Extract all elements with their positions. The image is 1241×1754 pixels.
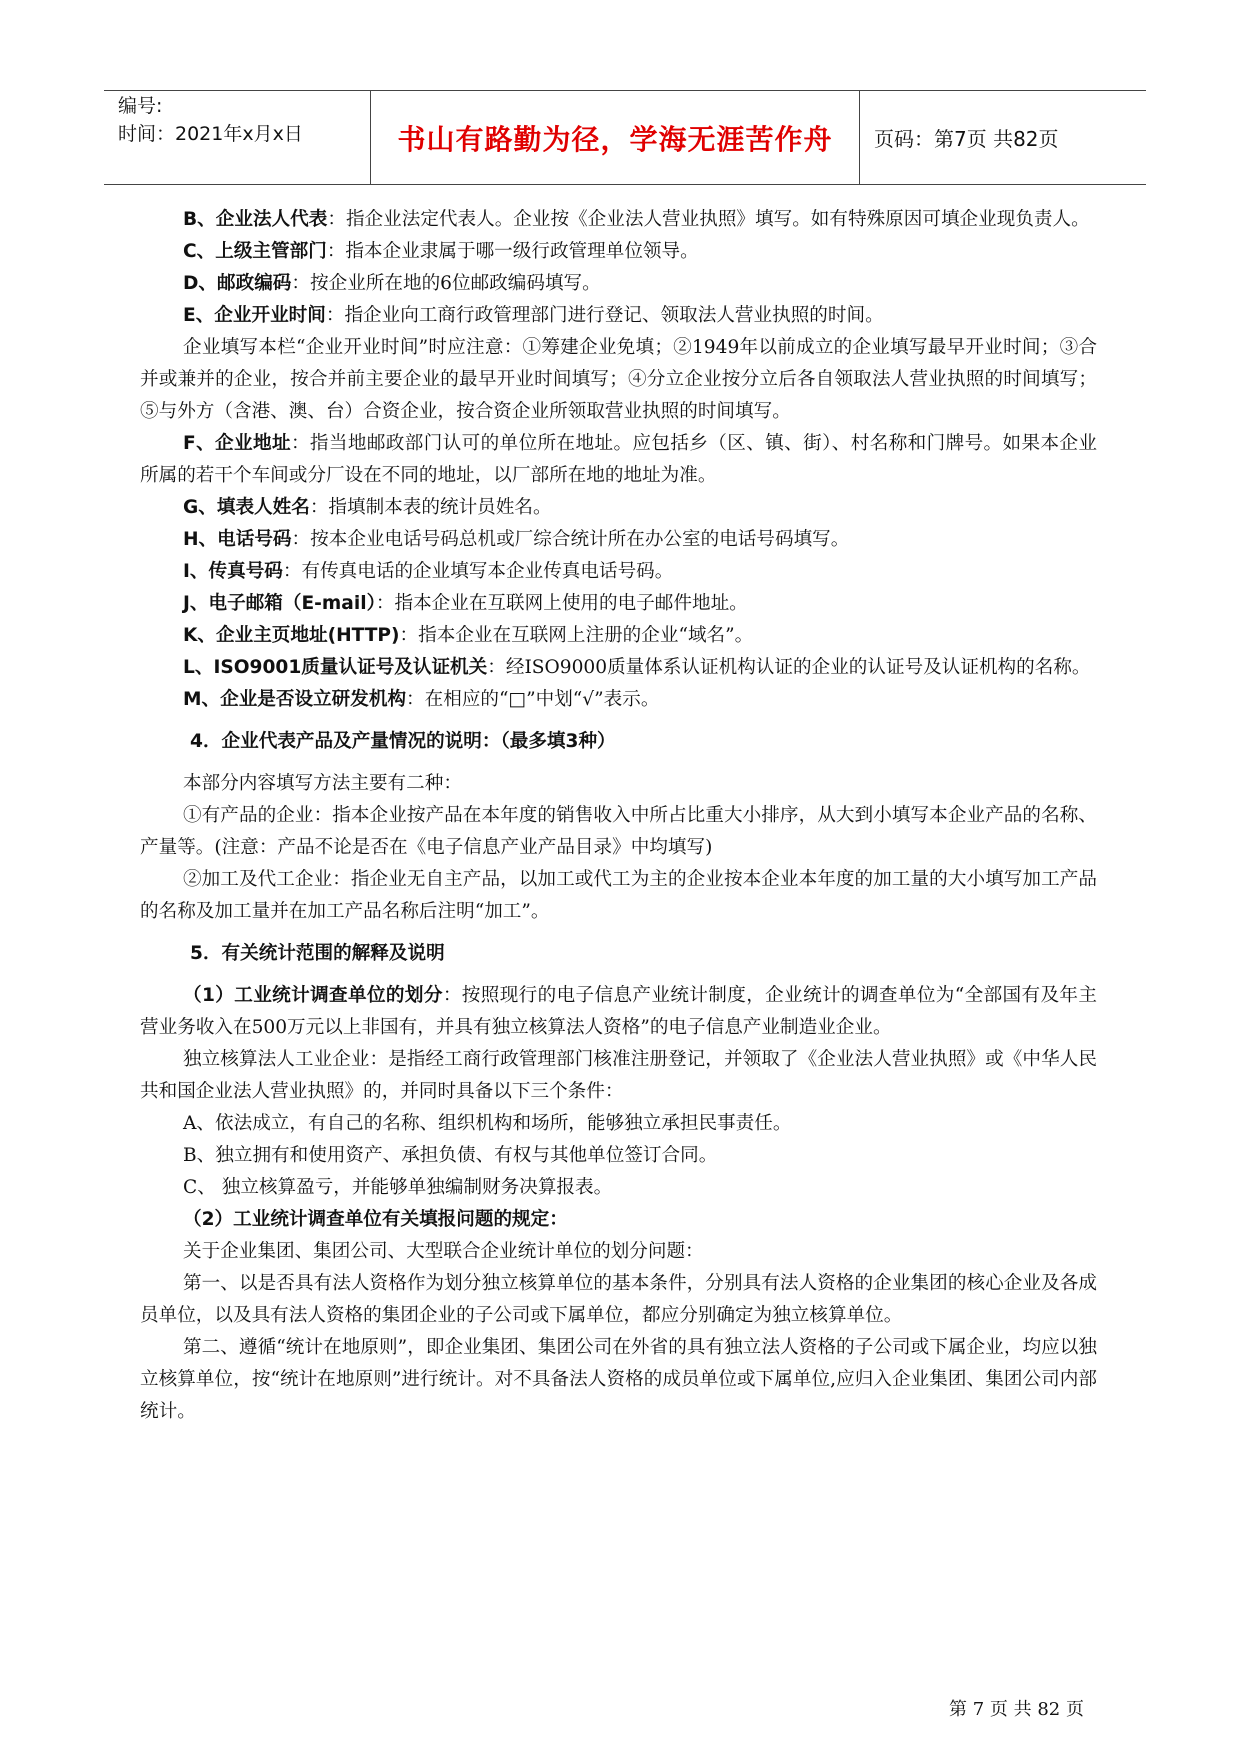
term: G、填表人姓名: [183, 497, 310, 518]
term: L、ISO9001质量认证号及认证机关: [183, 657, 488, 678]
term: F、企业地址: [183, 433, 291, 454]
term: I、传真号码: [183, 561, 283, 582]
text: ：经ISO9000质量体系认证机构认证的企业的认证号及认证机构的名称。: [487, 657, 1091, 678]
para-e-note: 企业填写本栏“企业开业时间”时应注意：①筹建企业免填；②1949年以前成立的企业填写最早开业时间；③合并或兼并的企业，按合并前主要企业的最早开业时间填写；④分立企业按分立后各自领取法人营业执照的时间填写；⑤与外方（含港、澳、台）合资企业，按合资企业所领取营业执照的时间填写。: [140, 337, 1097, 422]
term: K、企业主页地址(HTTP): [183, 625, 400, 646]
para-d: [140, 268, 1097, 300]
page-footer: 第 7 页 共 82 页: [949, 1699, 1084, 1720]
text: ：指本企业隶属于哪一级行政管理单位领导。: [326, 241, 699, 262]
section-4-intro: 本部分内容填写方法主要有二种：: [183, 773, 462, 794]
term: E、企业开业时间: [183, 305, 326, 326]
para-j: [140, 588, 1097, 620]
page-header: [104, 90, 1146, 185]
para-k: [140, 620, 1097, 652]
text: ：指当地邮政部门认可的单位所在地址。应包括乡（区、镇、街）、村名称和门牌号。如果本企业所属的若干个车间或分厂设在不同的地址，以厂部所在地的地址为准。: [140, 433, 1098, 486]
text: ：在相应的“□”中划“√”表示。: [406, 689, 660, 710]
section-5-1: [140, 980, 1097, 1044]
section-5-2: [140, 1204, 1097, 1236]
text: ：指本企业在互联网上使用的电子邮件地址。: [375, 593, 748, 614]
section-5-b: B、独立拥有和使用资产、承担负债、有权与其他单位签订合同。: [183, 1145, 718, 1166]
text: ：指企业法定代表人。企业按《企业法人营业执照》填写。如有特殊原因可填企业现负责人。: [327, 209, 1090, 230]
para-l: [140, 652, 1097, 684]
section-4-p1: ①有产品的企业：指本企业按产品在本年度的销售收入中所占比重大小排序，从大到小填写本企业产品的名称、产量等。(注意：产品不论是否在《电子信息产业产品目录》中均填写): [140, 805, 1097, 858]
header-page-cell: [860, 91, 1146, 184]
section-5-indep: 独立核算法人工业企业：是指经工商行政管理部门核准注册登记，并领取了《企业法人营业执照》或《中华人民共和国企业法人营业执照》的，并同时具备以下三个条件：: [140, 1049, 1097, 1102]
section-5-2-intro: 关于企业集团、集团公司、大型联合企业统计单位的划分问题：: [183, 1241, 704, 1262]
term: J、电子邮箱（E-mail）: [183, 593, 376, 614]
text: ：按企业所在地的6位邮政编码填写。: [291, 273, 601, 294]
text: ：有传真电话的企业填写本企业传真电话号码。: [282, 561, 674, 582]
para-c: [140, 236, 1097, 268]
header-motto-cell: [370, 91, 860, 184]
term: M、企业是否设立研发机构: [183, 689, 407, 710]
section-5-heading: 5．有关统计范围的解释及说明: [190, 943, 445, 964]
document-body: [140, 204, 1097, 1428]
text: ：按本企业电话号码总机或厂综合统计所在办公室的电话号码填写。: [291, 529, 850, 550]
term: （1）工业统计调查单位的划分: [183, 985, 443, 1006]
term: （2）工业统计调查单位有关填报问题的规定：: [183, 1209, 568, 1230]
page-label: 页码：第7页 共82页: [874, 127, 1059, 151]
section-4-heading: 4．企业代表产品及产量情况的说明：（最多填3种）: [190, 731, 616, 752]
para-f: [140, 428, 1097, 492]
text: ：按照现行的电子信息产业统计制度，企业统计的调查单位为“全部国有及年主营业务收入在500万元以上非国有，并具有独立核算法人资格”的电子信息产业制造业企业。: [140, 985, 1097, 1038]
section-5-first: 第一、以是否具有法人资格作为划分独立核算单位的基本条件，分别具有法人资格的企业集团的核心企业及各成员单位，以及具有法人资格的集团企业的子公司或下属单位，都应分别确定为独立核算单位。: [140, 1273, 1097, 1326]
term: C、上级主管部门: [183, 241, 327, 262]
time-label: 时间：2021年x月x日: [118, 123, 303, 145]
term: B、企业法人代表: [183, 209, 328, 230]
term: D、邮政编码: [183, 273, 292, 294]
section-4-p2: ②加工及代工企业：指企业无自主产品，以加工或代工为主的企业按本企业本年度的加工量的大小填写加工产品的名称及加工量并在加工产品名称后注明“加工”。: [140, 869, 1097, 922]
para-i: [140, 556, 1097, 588]
text: ：指企业向工商行政管理部门进行登记、领取法人营业执照的时间。: [325, 305, 884, 326]
para-e: [140, 300, 1097, 332]
para-b: [140, 204, 1097, 236]
header-meta: [104, 91, 370, 184]
section-5-a: A、依法成立，有自己的名称、组织机构和场所，能够独立承担民事责任。: [183, 1113, 792, 1134]
number-label: 编号:: [118, 95, 163, 117]
text: ：指本企业在互联网上注册的企业“域名”。: [399, 625, 754, 646]
para-g: [140, 492, 1097, 524]
section-5-c: C、 独立核算盈亏，并能够单独编制财务决算报表。: [183, 1177, 613, 1198]
para-h: [140, 524, 1097, 556]
text: ：指填制本表的统计员姓名。: [309, 497, 552, 518]
section-5-second: 第二、遵循“统计在地原则”，即企业集团、集团公司在外省的具有独立法人资格的子公司或下属企业，均应以独立核算单位，按“统计在地原则”进行统计。对不具备法人资格的成员单位或下属单位,应归入企业集团、集团公司内部统计。: [140, 1337, 1097, 1422]
motto: 书山有路勤为径，学海无涯苦作舟: [397, 122, 833, 156]
para-m: [140, 684, 1097, 716]
term: H、电话号码: [183, 529, 292, 550]
